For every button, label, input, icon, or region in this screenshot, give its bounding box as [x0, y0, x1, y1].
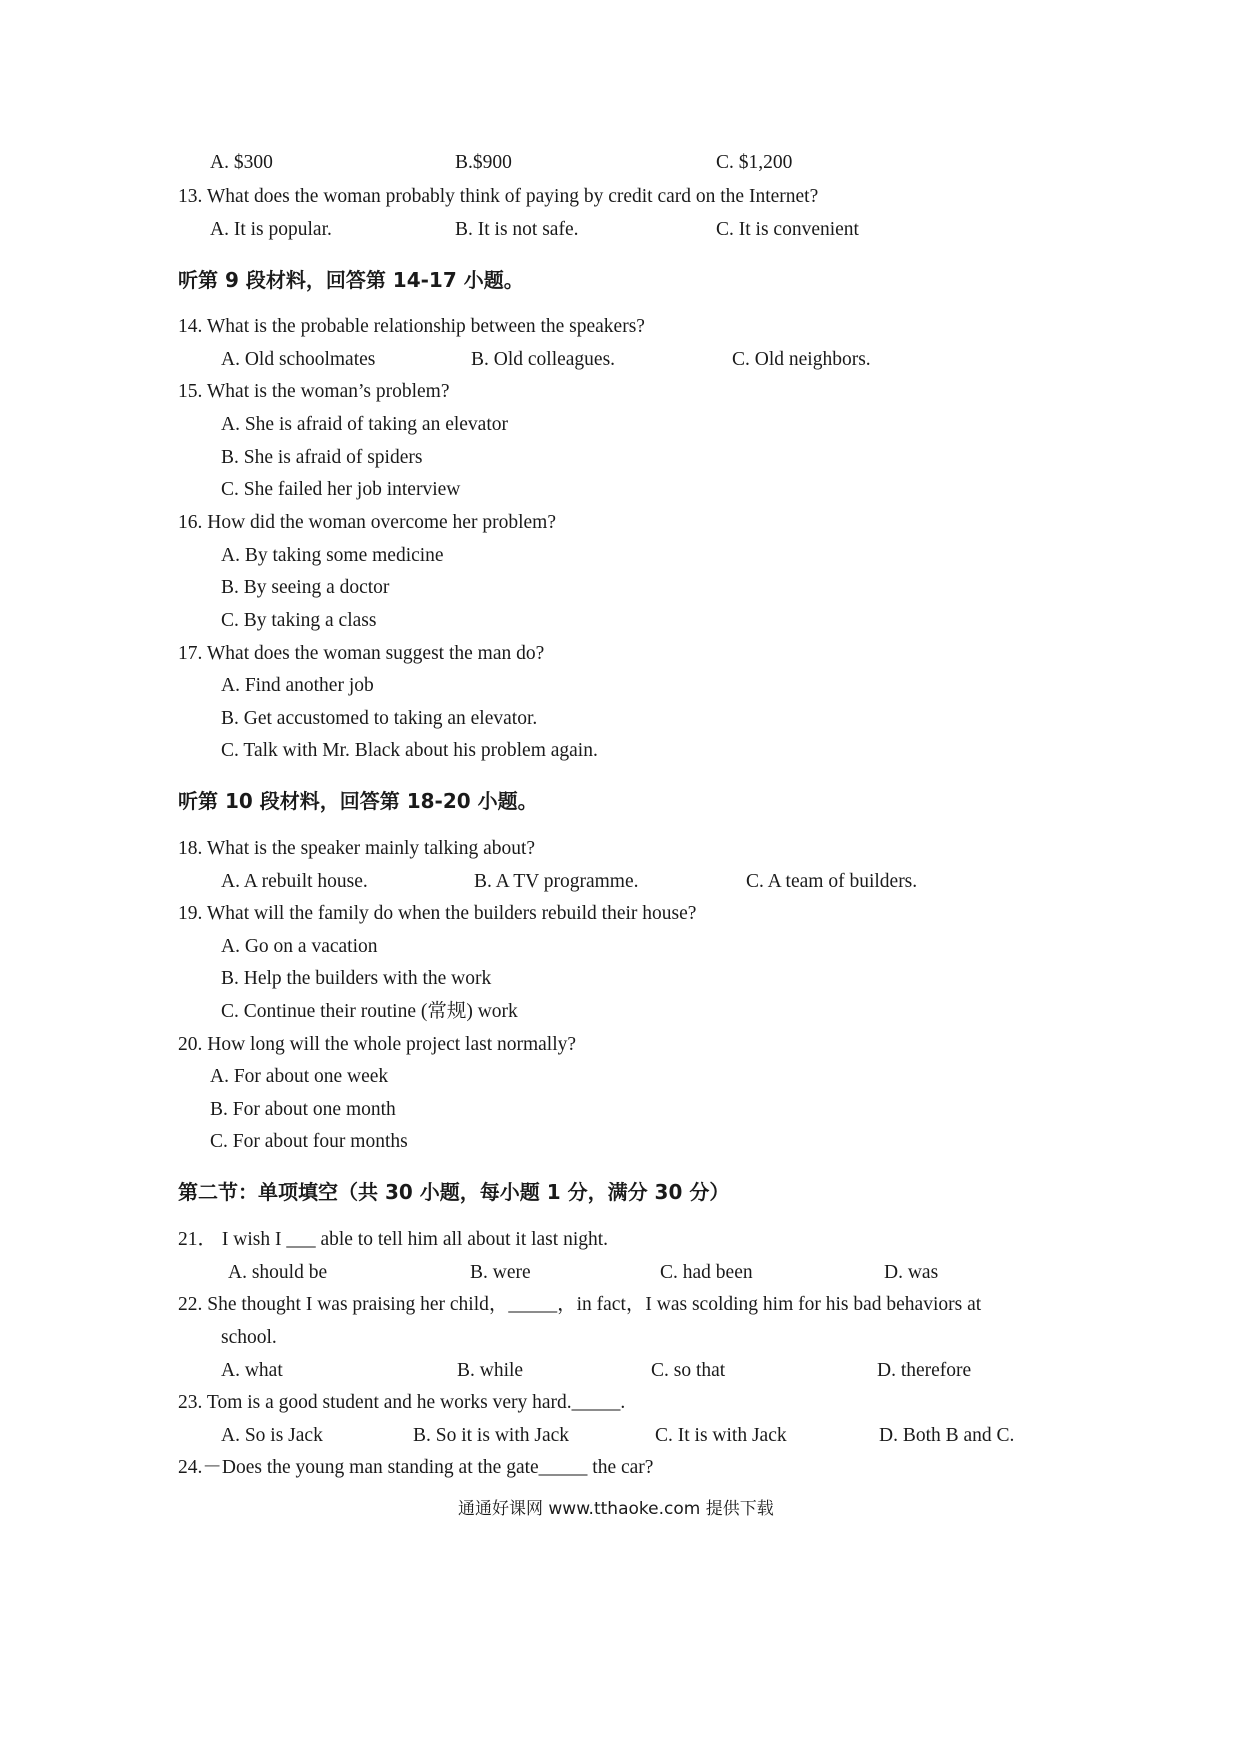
q20-option-b: B. For about one month: [210, 1099, 396, 1120]
q21-option-a: A. should be: [228, 1262, 328, 1283]
q19-option-c: C. Continue their routine (常规) work: [221, 1001, 518, 1022]
q15-option-b: B. She is afraid of spiders: [221, 447, 423, 468]
q20-stem: 20. How long will the whole project last normally?: [178, 1034, 577, 1055]
q17-option-a: A. Find another job: [221, 675, 374, 696]
q20-option-a: A. For about one week: [210, 1066, 389, 1087]
q17-option-c: C. Talk with Mr. Black about his problem again.: [221, 740, 598, 761]
q23-option-b: B. So it is with Jack: [413, 1425, 570, 1446]
q18-option-c: C. A team of builders.: [746, 871, 918, 892]
q18-stem: 18. What is the speaker mainly talking about?: [178, 838, 536, 859]
section-2-heading: 第二节：单项填空（共 30 小题，每小题 1 分，满分 30 分）: [178, 1180, 730, 1204]
page-footer: 通通好课网 www.tthaoke.com 提供下载: [458, 1499, 774, 1519]
q22-option-d: D. therefore: [877, 1360, 972, 1381]
section-heading-9: 听第 9 段材料，回答第 14-17 小题。: [178, 268, 524, 292]
q14-stem: 14. What is the probable relationship between the speakers?: [178, 316, 645, 337]
q22-option-b: B. while: [457, 1360, 524, 1381]
q15-option-c: C. She failed her job interview: [221, 479, 461, 500]
q23-option-c: C. It is with Jack: [655, 1425, 787, 1446]
q14-option-c: C. Old neighbors.: [732, 349, 871, 370]
q21-stem: 21． I wish I ___ able to tell him all about it last night.: [178, 1229, 609, 1250]
q15-stem: 15. What is the woman’s problem?: [178, 381, 450, 402]
q18-option-a: A. A rebuilt house.: [221, 871, 368, 892]
q14-option-a: A. Old schoolmates: [221, 349, 376, 370]
q12-option-c: C. $1,200: [716, 152, 793, 173]
q13-option-c: C. It is convenient: [716, 219, 859, 240]
q12-option-a: A. $300: [210, 152, 273, 173]
q13-option-b: B. It is not safe.: [455, 219, 579, 240]
q13-option-a: A. It is popular.: [210, 219, 332, 240]
q23-option-a: A. So is Jack: [221, 1425, 323, 1446]
q20-option-c: C. For about four months: [210, 1131, 408, 1152]
q13-stem: 13. What does the woman probably think of paying by credit card on the Internet?: [178, 186, 819, 207]
q16-option-a: A. By taking some medicine: [221, 545, 444, 566]
q21-option-d: D. was: [884, 1262, 939, 1283]
q19-stem: 19. What will the family do when the builders rebuild their house?: [178, 903, 697, 924]
q22-option-c: C. so that: [651, 1360, 726, 1381]
q17-option-b: B. Get accustomed to taking an elevator.: [221, 708, 538, 729]
q19-option-a: A. Go on a vacation: [221, 936, 378, 957]
q23-option-d: D. Both B and C.: [879, 1425, 1015, 1446]
q22-option-a: A. what: [221, 1360, 283, 1381]
q15-option-a: A. She is afraid of taking an elevator: [221, 414, 508, 435]
q14-option-b: B. Old colleagues.: [471, 349, 616, 370]
q17-stem: 17. What does the woman suggest the man do?: [178, 643, 545, 664]
q16-stem: 16. How did the woman overcome her problem?: [178, 512, 556, 533]
q16-option-b: B. By seeing a doctor: [221, 577, 390, 598]
q12-option-b: B.$900: [455, 152, 512, 173]
q19-option-b: B. Help the builders with the work: [221, 968, 492, 989]
q24-stem: 24.－Does the young man standing at the gate_____ the car?: [178, 1457, 654, 1478]
q22-stem: 22. She thought I was praising her child，_____，in fact，I was scolding him for his bad behaviors at: [178, 1294, 982, 1315]
q21-option-c: C. had been: [660, 1262, 753, 1283]
q16-option-c: C. By taking a class: [221, 610, 377, 631]
section-heading-10: 听第 10 段材料，回答第 18-20 小题。: [178, 789, 538, 813]
q18-option-b: B. A TV programme.: [474, 871, 639, 892]
q21-option-b: B. were: [470, 1262, 531, 1283]
q22-stem-continued: school.: [221, 1327, 277, 1348]
q23-stem: 23. Tom is a good student and he works very hard._____.: [178, 1392, 626, 1413]
